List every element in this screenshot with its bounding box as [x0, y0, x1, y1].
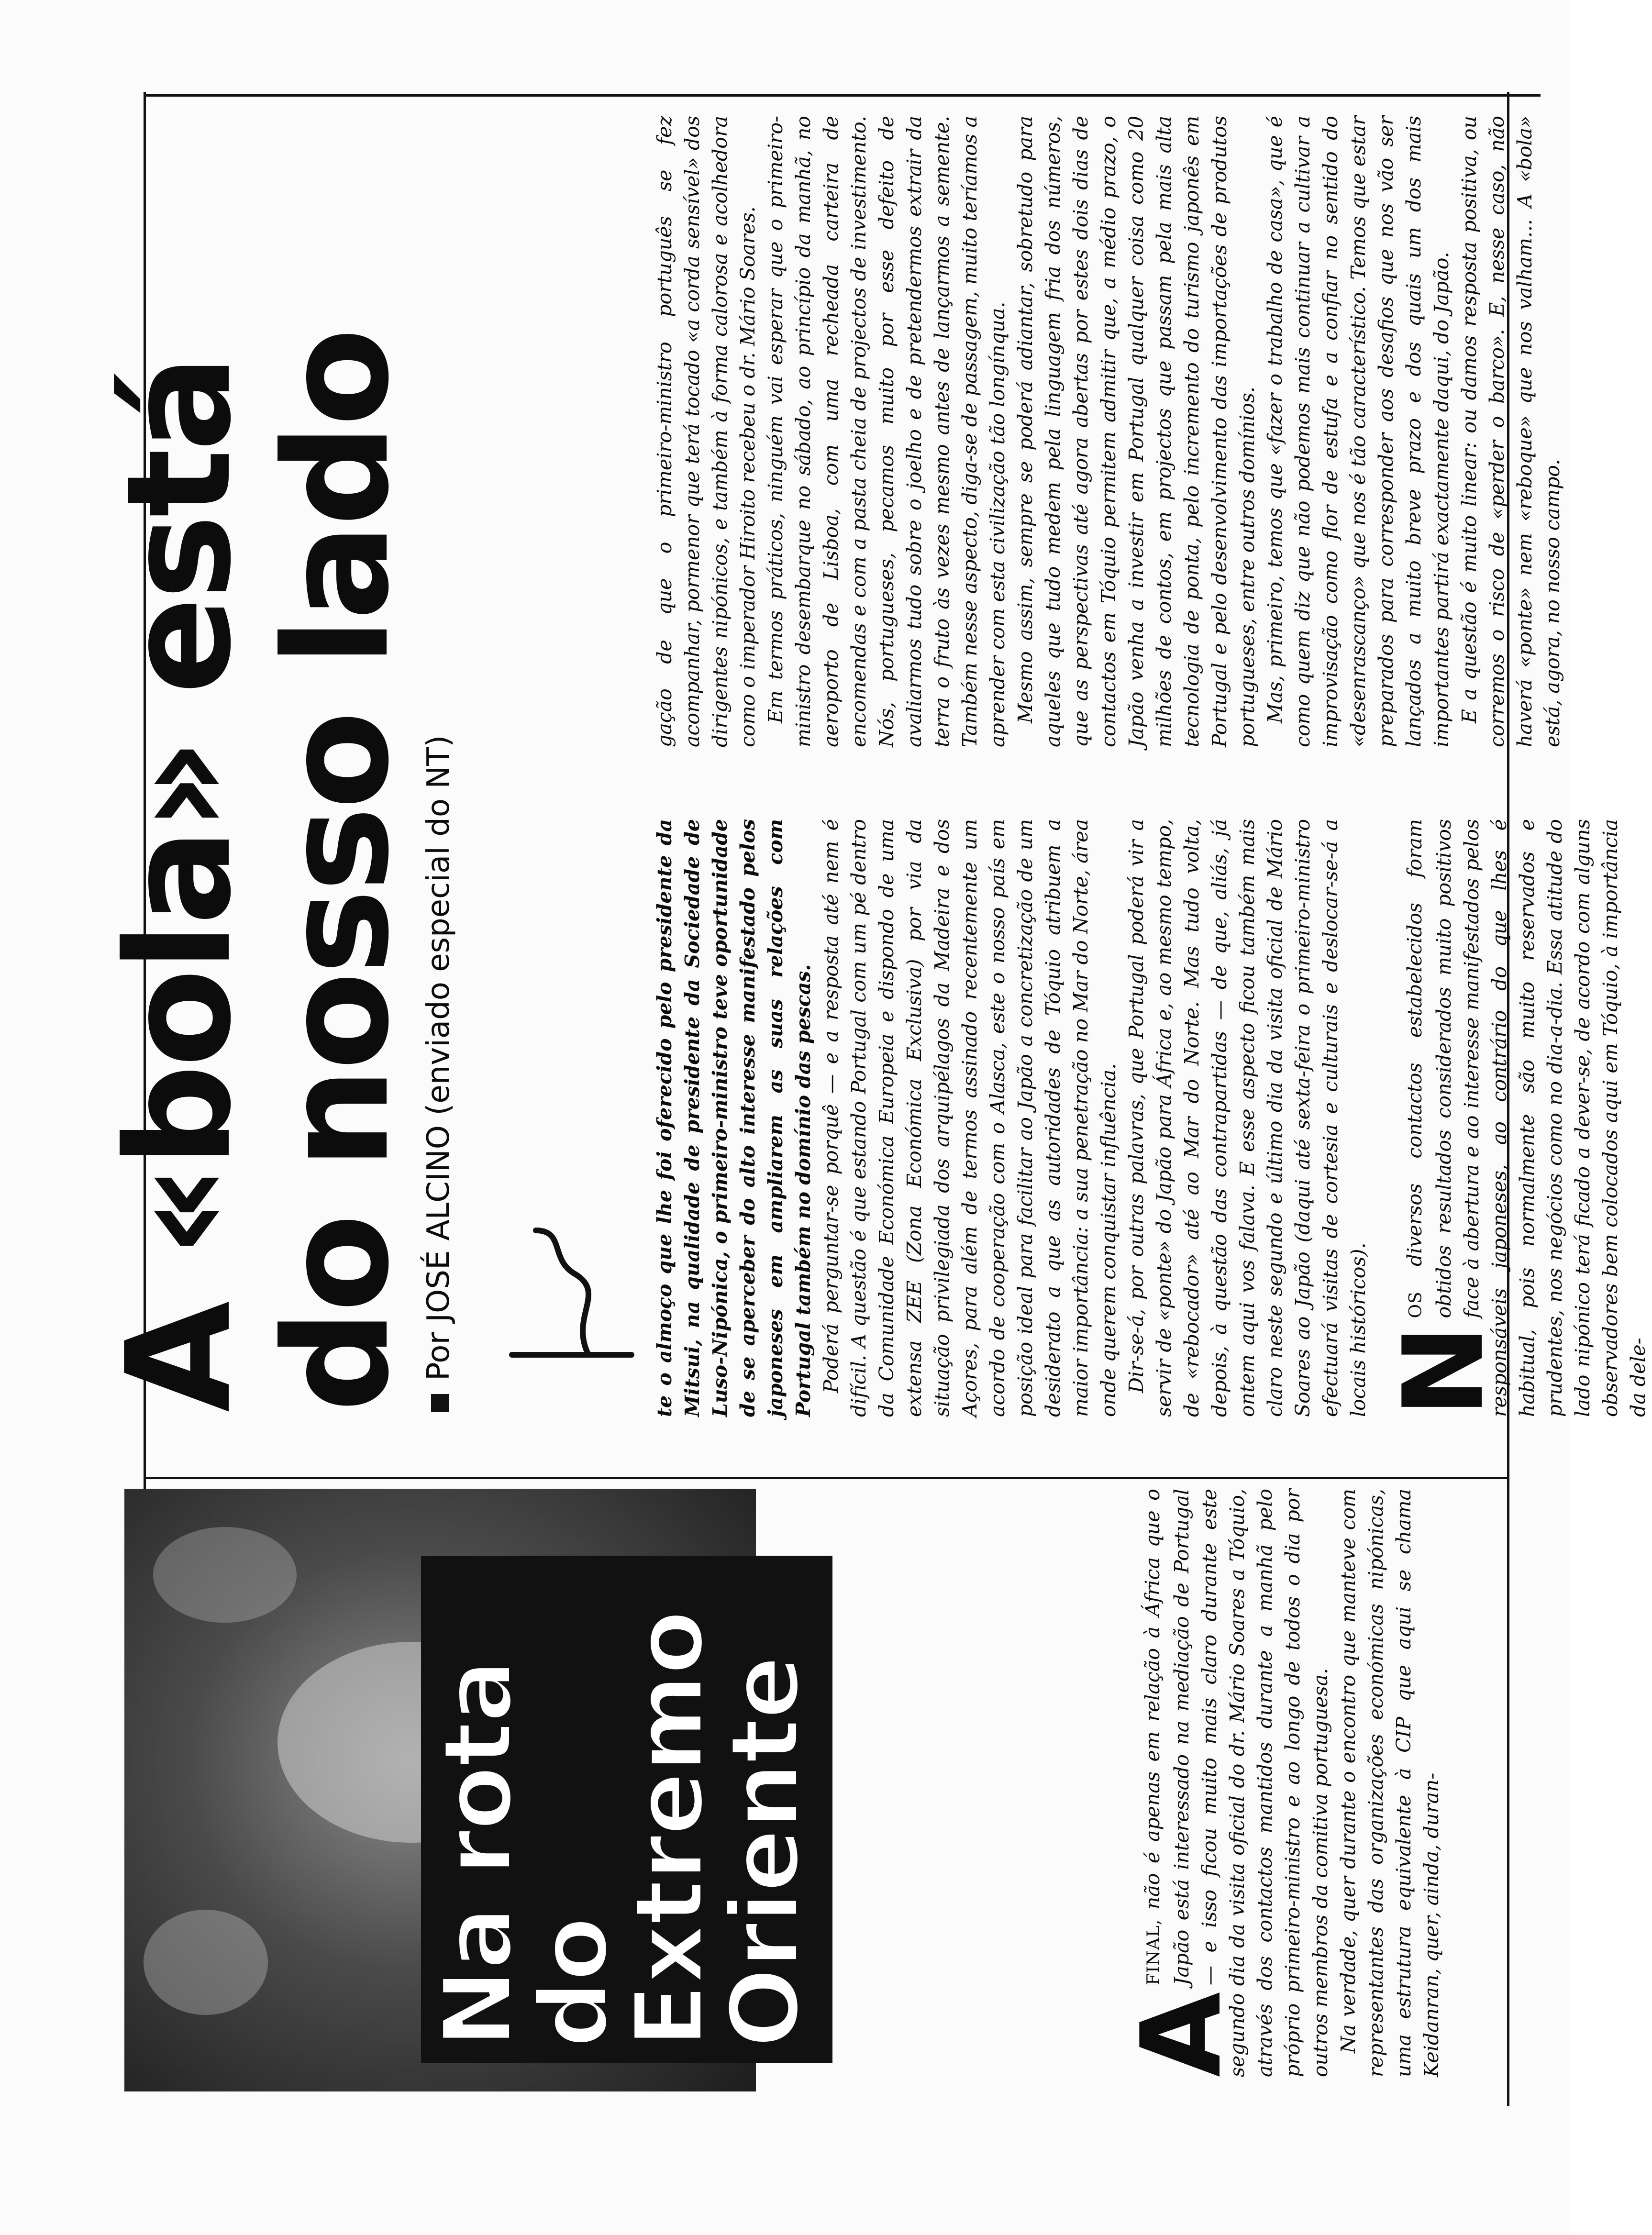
byline-text: Por JOSÉ ALCINO (enviado especial do NT) [421, 735, 456, 1381]
dropcap: N [1380, 1325, 1508, 1417]
byline [421, 735, 456, 1412]
paragraph: Na verdade, quer durante o encontro que manteve com representantes das organizações económicas nipónicas, uma estrutura equivalente à CIP que aqui se chama Keidanran, quer, ainda, duran- [1337, 1489, 1443, 2077]
section-title-line2: do Extremo [518, 1611, 725, 2048]
left-column [1118, 1489, 1445, 2077]
paragraph: Poderá perguntar-se porquê — e a resposta até nem é difícil. A questão é que estando Portugal com um pé dentro da Comunidade Económica Europeia e dispondo de uma extensa ZEE (Zona Económica Exclusiva) por via da situação privilegiada dos arquipélagos da Madeira e dos Açores, para além de termos assinado recentemente um acordo de cooperação com o Alasca, este o nosso país em posição ideal para facilitar ao Japão a concretização de um desiderato a que as autoridades de Tóquio atribuem a maior importância: a sua penetração no Mar do Norte, área onde querem conquistar influência. [820, 819, 1120, 1417]
paragraph-text: diversos contactos estabelecidos foram obtidos resultados considerados muito positivos face à abertura e ao interesse manifestados pelos responsáveis japoneses, ao contrário do que lhes é habitual, pois normalmente são muito reservados e prudentes, nos negócios como no dia-a-dia. Essa atitude do lado nipónico terá ficado a dever-se, de acordo com alguns observadores bem colocados aqui em Tóquio, à importância da dele- [1403, 819, 1650, 1417]
lead-caps: OS [1406, 1291, 1426, 1318]
paragraph-text: não é apenas em relação à África que o Japão está interessado na mediação de Portugal — e isso ficou muito mais claro durante este segundo dia da visita oficial do dr. Mário Soares a Tóquio, através dos contactos mantidos durante a manhã pelo próprio primeiro-ministro e ao longo de todos o dia por outros membros da comitiva portuguesa. [1141, 1489, 1332, 2077]
paragraph: E a questão é muito linear: ou damos resposta positiva, ou corremos o risco de «perder o barco». E, nesse caso, não haverá «ponte» nem «reboque» que nos valham... A «bola» está, agora, no nosso campo. [1458, 116, 1564, 747]
section-title-line3: Oriente [710, 1657, 821, 2048]
middle-column [651, 819, 1652, 1417]
bullet-square-icon [431, 1394, 449, 1412]
right-column [651, 116, 1566, 747]
headline-line2: do nosso lado [254, 331, 421, 1412]
column-divider [144, 1477, 1507, 1479]
headline-line1: A «bola» está [96, 357, 263, 1412]
section-title-line1: Na rota [422, 1660, 534, 2048]
dropcap: A [1118, 1992, 1246, 2077]
paragraph: Em termos práticos, ninguém vai esperar que o primeiro-ministro desembarque no sábado, ao princípio da manhã, no aeroporto de Lisboa, com uma recheada carteira de encomendas e com a pasta cheia de projectos de investimento. Nós, portugueses, pecamos muito por esse defeito de avaliarmos tudo sobre o joelho e de pretendermos extrair da terra o fruto às vezes mesmo antes de lançarmos a semente. Também nesse aspecto, diga-se de passagem, muito teríamos a aprender com esta civilização tão longínqua. [764, 116, 1009, 747]
paragraph: Mas, primeiro, temos que «fazer o trabalho de casa», que é como quem diz que não podemos mais continuar a cultivar a improvisação como flor de estufa e a confiar no sentido do «desenrascanço» que nos é tão característico. Temos que estar preparados para corresponder aos desafios que nos vão ser lançados a muito breve prazo e dos quais um dos mais importantes partirá exactamente daqui, do Japão. [1264, 116, 1453, 747]
paragraph: te o almoço que lhe foi oferecido pelo presidente da Mitsui, na qualidade de presidente da Sociedade de Luso-Nipónica, o primeiro-ministro teve oportunidade de se aperceber do alto interesse manifestado pelos japoneses em ampliarem as suas relações com Portugal também no domínio das pescas. [653, 819, 815, 1417]
headline [96, 73, 421, 1412]
paragraph: Dir-se-á, por outras palavras, que Portugal poderá vir a servir de «ponte» do Japão para África e, ao mesmo tempo, de «rebocador» até ao Mar do Norte. Mas tudo volta, depois, à questão das contrapartidas — de que, aliás, já ontem aqui vos falava. E esse aspecto ficou também mais claro neste segundo e último dia da visita oficial de Mário Soares ao Japão (daqui até sexta-feira o primeiro-ministro efectuará visitas de cortesia e culturais e deslocar-se-á a locais históricos). [1125, 819, 1370, 1417]
paragraph: Mesmo assim, sempre se poderá adiantar, sobretudo para aqueles que tudo medem pela linguagem fria dos números, que as perspectivas até agora abertas por estes dois dias de contactos em Tóquio permitem admitir que, a médio prazo, o Japão venha a investir em Portugal qualquer coisa como 20 milhões de contos, em projectos que passam pela mais alta tecnologia de ponta, pelo incremento do turismo japonês em Portugal e pelo desenvolvimento das importações de produtos portugueses, entre outros domínios. [1014, 116, 1259, 747]
paragraph: gação de que o primeiro-ministro português se fez acompanhar, pormenor que terá tocado «a corda sensível» dos dirigentes nipónicos, e também à forma calorosa e acolhedora como o imperador Hiroito recebeu o dr. Mário Soares. [653, 116, 759, 747]
lead-caps: FINAL, [1144, 1919, 1164, 1985]
handwritten-mark [498, 1211, 651, 1374]
paragraph [1118, 1489, 1334, 2077]
section-title [421, 1556, 832, 2063]
